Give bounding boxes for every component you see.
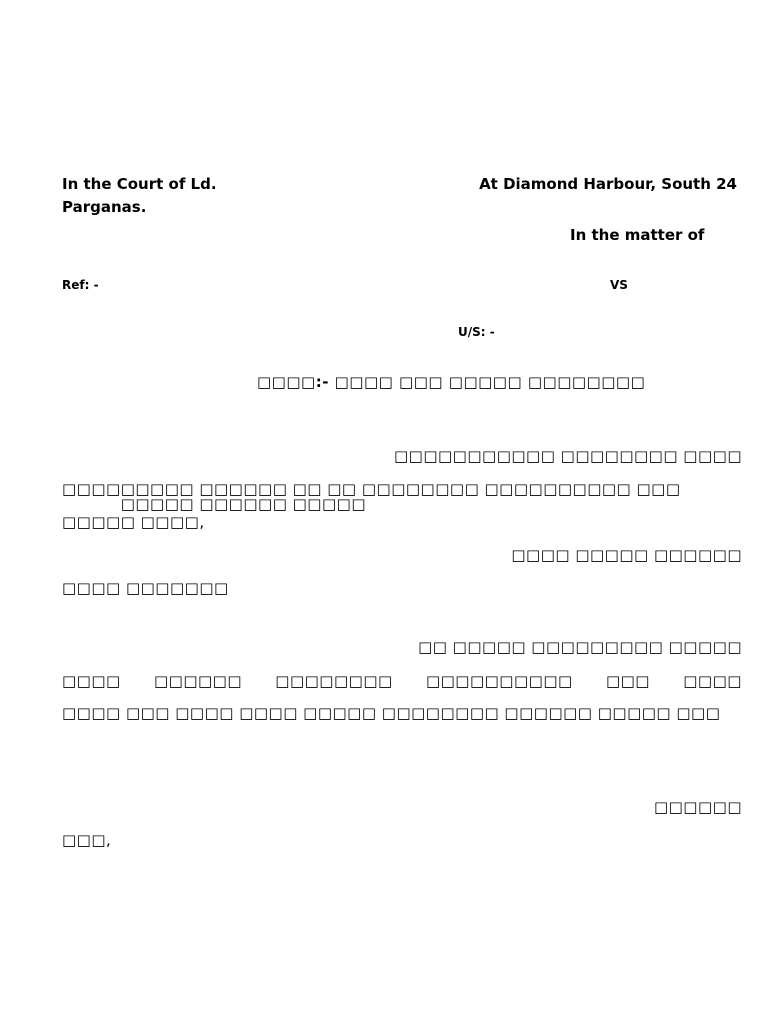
paragraph3-line2-word: □□□□□□□□□□	[425, 672, 573, 690]
ref-label: Ref: -	[62, 278, 99, 292]
paragraph3-line2-word: □□□□	[683, 672, 742, 690]
paragraph2-line1: □□□□ □□□□□ □□□□□□	[511, 546, 742, 564]
paragraph1-line2-word: □□□□□ □□□□□□ □□ □□ □□□□□□□□ □□□□□□□□□□ □□□ □□□□□ □□□□□□ □□□□□	[120, 480, 681, 513]
court-place-continued: Parganas.	[62, 198, 147, 216]
closing-line2: □□□,	[62, 831, 112, 849]
matter-heading: In the matter of	[570, 226, 705, 244]
paragraph3-line3: □□□□ □□□ □□□□ □□□□ □□□□□ □□□□□□□□ □□□□□□ □□□□□ □□□	[62, 704, 721, 722]
paragraph3-line2-word: □□□□□□□□	[275, 672, 393, 690]
paragraph1-line3: □□□□□ □□□□,	[62, 513, 205, 531]
paragraph3-line2-word: □□□□□□	[153, 672, 243, 690]
paragraph1-line2	[62, 482, 742, 512]
paragraph3-line2-word: □□□	[605, 672, 650, 690]
paragraph1-line1: □□□□□□□□□□□ □□□□□□□□ □□□□	[393, 447, 742, 465]
section-label: U/S: -	[458, 325, 495, 339]
paragraph1-line2-word: □□□□	[62, 480, 121, 498]
paragraph3-line2	[62, 674, 742, 689]
court-heading: In the Court of Ld.	[62, 175, 217, 193]
court-place: At Diamond Harbour, South 24	[479, 175, 737, 193]
closing-line1: □□□□□□	[653, 798, 742, 816]
versus-label: VS	[610, 278, 628, 292]
paragraph3-line2-word: □□□□	[62, 672, 121, 690]
paragraph3-line1: □□ □□□□□ □□□□□□□□□ □□□□□	[418, 638, 742, 656]
paragraph2-line2: □□□□ □□□□□□□	[62, 579, 229, 597]
subject-line: □□□□:- □□□□ □□□ □□□□□ □□□□□□□□	[257, 373, 646, 391]
